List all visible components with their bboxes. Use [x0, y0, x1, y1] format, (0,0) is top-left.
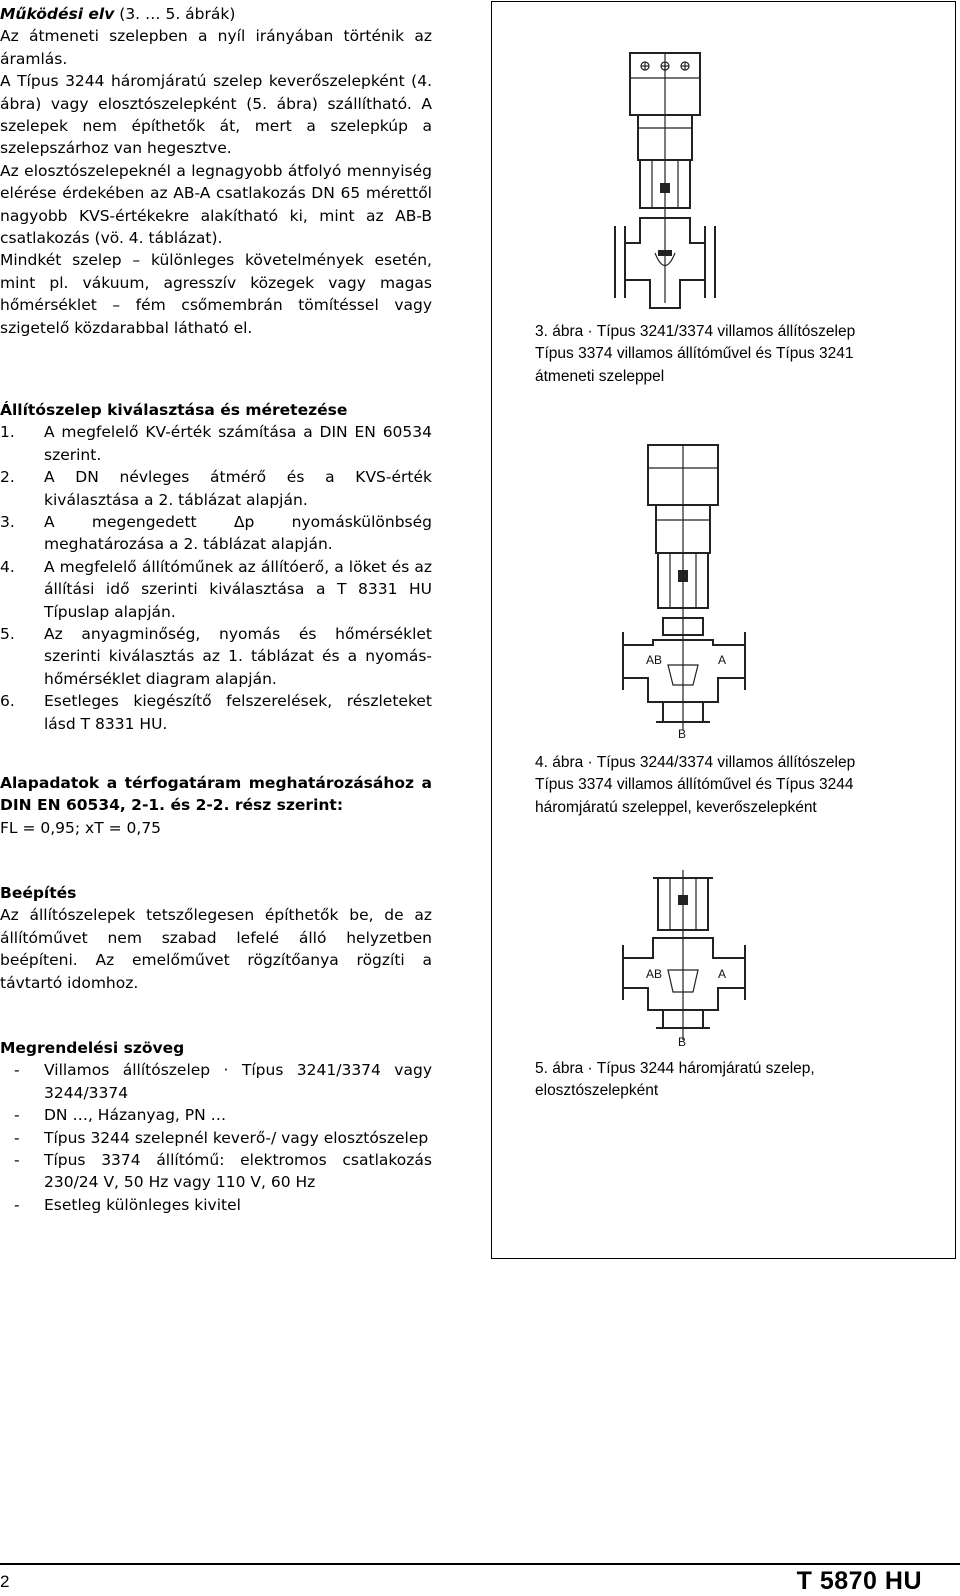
order-item: - Típus 3374 állítómű: elektromos csatlakozás 230/24 V, 50 Hz vagy 110 V, 60 Hz: [0, 1149, 432, 1194]
figure-4-label-a: A: [718, 653, 727, 667]
working-principle-section: [0, 3, 432, 339]
working-principle-title: Működési elv: [0, 5, 115, 23]
order-item: - Esetleg különleges kivitel: [0, 1194, 432, 1216]
order-item: - Típus 3244 szelepnél keverő-/ vagy elosztószelep: [0, 1127, 432, 1149]
installation-title: Beépítés: [0, 884, 77, 902]
figure-5-label-ab: AB: [646, 967, 663, 981]
working-paragraph: A Típus 3244 háromjáratú szelep keverőszelepként (4. ábra) vagy elosztószelepként (5. ábra) szállítható. A szelepek nem építhetők át, mert a szelepkúp a szelepszárhoz van hegesztve.: [0, 72, 432, 158]
selection-step: 3. A megengedett Δp nyomáskülönbség meghatározása a 2. táblázat alapján.: [0, 513, 432, 554]
page-number: 2: [0, 1572, 10, 1591]
figure-5-drawing: [618, 870, 753, 1050]
order-list: [0, 1059, 432, 1216]
figure-4-label-b: B: [678, 727, 687, 741]
figure-3-caption: 3. ábra · Típus 3241/3374 villamos állítószelep Típus 3374 villamos állítóművel és Típus 3241 átmeneti szeleppel: [535, 323, 856, 385]
figure-5-label-b: B: [678, 1035, 687, 1049]
working-paragraph: Az átmeneti szelepben a nyíl irányában történik az áramlás.: [0, 27, 432, 68]
figure-4-label-ab: AB: [646, 653, 663, 667]
selection-section: [0, 399, 432, 735]
basic-data-section: [0, 772, 432, 839]
installation-text: Az állítószelepek tetszőlegesen építhetők be, de az állítóművet nem szabad lefelé álló helyzetben beépíteni. Az emelőművet rögzítőanya rögzíti a távtartó idomhoz.: [0, 906, 432, 992]
working-paragraph: Az elosztószelepeknél a legnagyobb átfolyó mennyiség elérése érdekében az AB-A csatlakozás DN 65 mérettől nagyobb KVS-értékekre alakítható ki, mint az AB-B csatlakozás (vö. 4. táblázat).: [0, 161, 432, 248]
basic-data-formula: FL = 0,95; xT = 0,75: [0, 818, 162, 837]
order-section: [0, 1037, 432, 1216]
order-item: - Villamos állítószelep · Típus 3241/3374 vagy 3244/3374: [0, 1059, 432, 1104]
figure-5-label-a: A: [718, 967, 727, 981]
selection-title: Állítószelep kiválasztása és méretezése: [0, 401, 348, 419]
selection-step: 1. A megfelelő KV-érték számítása a DIN EN 60534 szerint.: [0, 423, 432, 464]
figure-4-caption: 4. ábra · Típus 3244/3374 villamos állítószelep Típus 3374 villamos állítóművel és Típus 3244 háromjáratú szeleppel, keverőszelepként: [535, 754, 856, 816]
working-principle-heading: [0, 3, 432, 25]
selection-step: 6. Esetleges kiegészítő felszerelések, részleteket lásd T 8331 HU.: [0, 692, 432, 733]
order-title: Megrendelési szöveg: [0, 1039, 185, 1057]
basic-data-title: Alapadatok a térfogatáram meghatározásához a DIN EN 60534, 2-1. és 2-2. rész szerint:: [0, 774, 432, 815]
figure-3-drawing: [610, 48, 720, 313]
footer-rule: [0, 1563, 960, 1565]
installation-section: [0, 882, 432, 994]
selection-step: 4. A megfelelő állítóműnek az állítóerő, a löket és az állítási idő szerinti kiválasztása a T 8331 HU Típuslap alapján.: [0, 557, 432, 621]
document-id: T 5870 HU: [796, 1567, 922, 1595]
working-paragraph: Mindkét szelep – különleges követelmények esetén, mint pl. vákuum, agresszív közegek vagy magas hőmérséklet – fém csőmembrán tömítéssel vagy szigetelő közdarabbal látható el.: [0, 251, 432, 337]
figure-5-caption: 5. ábra · Típus 3244 háromjáratú szelep, elosztószelepként: [535, 1060, 815, 1100]
selection-step: 5. Az anyagminőség, nyomás és hőmérséklet szerinti kiválasztás az 1. táblázat és a nyomás-hőmérséklet diagram alapján.: [0, 625, 432, 688]
selection-steps: [0, 421, 432, 735]
order-item: - DN …, Házanyag, PN …: [0, 1104, 432, 1126]
figure-4-drawing: [618, 440, 753, 740]
working-principle-ref: (3. … 5. ábrák): [114, 5, 236, 23]
selection-step: 2. A DN névleges átmérő és a KVS-érték kiválasztása a 2. táblázat alapján.: [0, 468, 432, 509]
